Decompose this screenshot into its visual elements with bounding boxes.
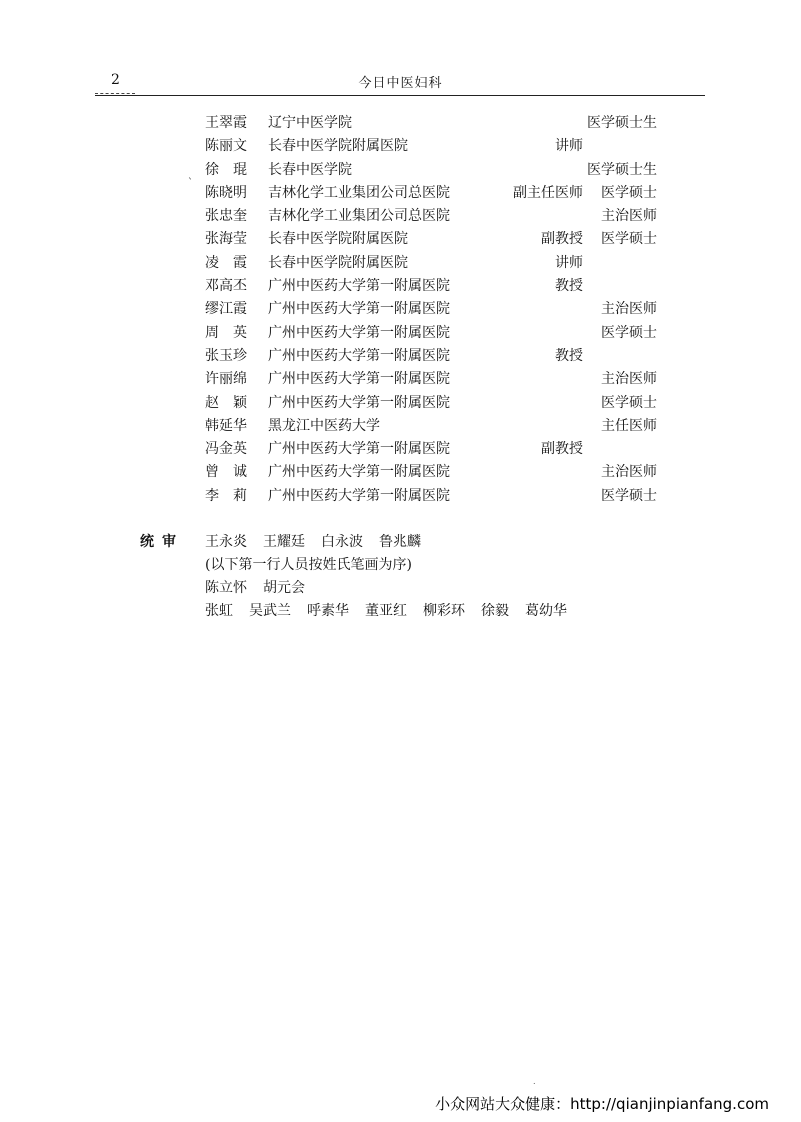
contributor-name: 徐 琨 bbox=[205, 161, 247, 178]
footer-watermark-link[interactable]: 小众网站大众健康：http://qianjinpianfang.com bbox=[435, 1095, 769, 1113]
contributor-org: 长春中医学院附属医院 bbox=[268, 231, 408, 248]
contributor-degree: 医学硕士 bbox=[601, 324, 657, 341]
contributor-org: 广州中医药大学第一附属医院 bbox=[268, 278, 450, 295]
reviewer-name: 呼素华 bbox=[307, 603, 349, 619]
contributor-degree: 医学硕士 bbox=[601, 231, 657, 248]
review-lines bbox=[205, 530, 583, 622]
contributor-row bbox=[205, 112, 665, 135]
contributor-name: 韩延华 bbox=[205, 417, 247, 434]
contributor-row bbox=[205, 275, 665, 298]
contributor-name: 许丽绵 bbox=[205, 371, 247, 388]
contributor-list bbox=[205, 112, 665, 508]
contributor-row bbox=[205, 228, 665, 251]
contributor-org: 吉林化学工业集团公司总医院 bbox=[268, 184, 450, 201]
contributor-row bbox=[205, 485, 665, 508]
contributor-degree: 医学硕士 bbox=[601, 394, 657, 411]
contributor-org: 广州中医药大学第一附属医院 bbox=[268, 301, 450, 318]
contributor-name: 周 英 bbox=[205, 324, 247, 341]
reviewer-name: 葛幼华 bbox=[525, 603, 567, 619]
contributor-row bbox=[205, 252, 665, 275]
contributor-row bbox=[205, 205, 665, 228]
page-number: 2 bbox=[111, 72, 120, 88]
contributor-name: 曾 诚 bbox=[205, 464, 247, 481]
contributor-org: 广州中医药大学第一附属医院 bbox=[268, 347, 450, 364]
review-line-3 bbox=[205, 599, 583, 622]
contributor-row bbox=[205, 135, 665, 158]
contributor-title: 教授 bbox=[555, 278, 583, 295]
contributor-org: 广州中医药大学第一附属医院 bbox=[268, 394, 450, 411]
contributor-org: 辽宁中医学院 bbox=[268, 115, 352, 131]
reviewer-name: 王耀廷 bbox=[263, 534, 305, 550]
contributor-org: 广州中医药大学第一附属医院 bbox=[268, 371, 450, 388]
reviewer-name: 王永炎 bbox=[205, 534, 247, 550]
stray-mark: ˋ bbox=[188, 178, 193, 189]
review-line-1 bbox=[205, 530, 583, 553]
contributor-name: 陈丽文 bbox=[205, 138, 247, 155]
contributor-title: 副教授 bbox=[541, 231, 583, 248]
contributor-org: 长春中医学院 bbox=[268, 161, 352, 178]
review-note: (以下第一行人员按姓氏笔画为序) bbox=[205, 557, 412, 573]
contributor-row bbox=[205, 368, 665, 391]
contributor-org: 吉林化学工业集团公司总医院 bbox=[268, 208, 450, 225]
contributor-title: 讲师 bbox=[555, 138, 583, 155]
contributor-title: 教授 bbox=[555, 347, 583, 364]
reviewer-name: 陈立怀 bbox=[205, 580, 247, 596]
reviewer-name: 吴武兰 bbox=[249, 603, 291, 619]
contributor-degree: 主治医师 bbox=[601, 208, 657, 225]
contributor-row bbox=[205, 182, 665, 205]
contributor-name: 张玉珍 bbox=[205, 347, 247, 364]
reviewer-name: 鲁兆麟 bbox=[379, 534, 421, 550]
contributor-row bbox=[205, 322, 665, 345]
contributor-title: 副教授 bbox=[541, 441, 583, 458]
contributor-org: 广州中医药大学第一附属医院 bbox=[268, 324, 450, 341]
contributor-title: 副主任医师 bbox=[513, 184, 583, 201]
contributor-row bbox=[205, 461, 665, 484]
contributor-name: 李 莉 bbox=[205, 487, 247, 504]
contributor-name: 凌 霞 bbox=[205, 254, 247, 271]
contributor-name: 冯金英 bbox=[205, 441, 247, 458]
contributor-row bbox=[205, 345, 665, 368]
header-rule bbox=[95, 95, 705, 96]
contributor-row bbox=[205, 415, 665, 438]
contributor-name: 邓高丕 bbox=[205, 278, 247, 295]
contributor-row bbox=[205, 298, 665, 321]
contributor-org: 黑龙江中医药大学 bbox=[268, 417, 380, 434]
contributor-degree: 医学硕士 bbox=[601, 184, 657, 201]
reviewer-name: 董亚红 bbox=[365, 603, 407, 619]
contributor-row bbox=[205, 159, 665, 182]
reviewer-name: 胡元会 bbox=[263, 580, 305, 596]
contributor-org: 长春中医学院附属医院 bbox=[268, 254, 408, 271]
contributor-org: 长春中医学院附属医院 bbox=[268, 138, 408, 155]
contributor-degree: 主治医师 bbox=[601, 371, 657, 388]
contributor-degree: 医学硕士生 bbox=[587, 115, 657, 131]
review-line-2 bbox=[205, 576, 583, 599]
reviewer-name: 张虹 bbox=[205, 603, 233, 619]
contributor-name: 赵 颖 bbox=[205, 394, 247, 411]
contributor-degree: 主治医师 bbox=[601, 464, 657, 481]
contributor-row bbox=[205, 438, 665, 461]
contributor-org: 广州中医药大学第一附属医院 bbox=[268, 441, 450, 458]
contributor-name: 缪江霞 bbox=[205, 301, 247, 318]
header-rule-dash bbox=[95, 93, 135, 94]
contributor-degree: 主任医师 bbox=[601, 417, 657, 434]
running-title: 今日中医妇科 bbox=[358, 76, 443, 91]
contributor-degree: 主治医师 bbox=[601, 301, 657, 318]
contributor-name: 张海莹 bbox=[205, 231, 247, 248]
contributor-title: 讲师 bbox=[555, 254, 583, 271]
reviewer-name: 柳彩环 bbox=[423, 603, 465, 619]
contributor-row bbox=[205, 392, 665, 415]
contributor-degree: 医学硕士 bbox=[601, 487, 657, 504]
contributor-org: 广州中医药大学第一附属医院 bbox=[268, 487, 450, 504]
contributor-org: 广州中医药大学第一附属医院 bbox=[268, 464, 450, 481]
review-label: 统审 bbox=[140, 534, 184, 550]
reviewer-name: 徐毅 bbox=[481, 603, 509, 619]
contributor-name: 陈晓明 bbox=[205, 184, 247, 201]
footer-dot: . bbox=[533, 1077, 536, 1086]
contributor-name: 张忠奎 bbox=[205, 208, 247, 225]
contributor-name: 王翠霞 bbox=[205, 115, 247, 131]
contributor-degree: 医学硕士生 bbox=[587, 161, 657, 178]
reviewer-name: 白永波 bbox=[321, 534, 363, 550]
